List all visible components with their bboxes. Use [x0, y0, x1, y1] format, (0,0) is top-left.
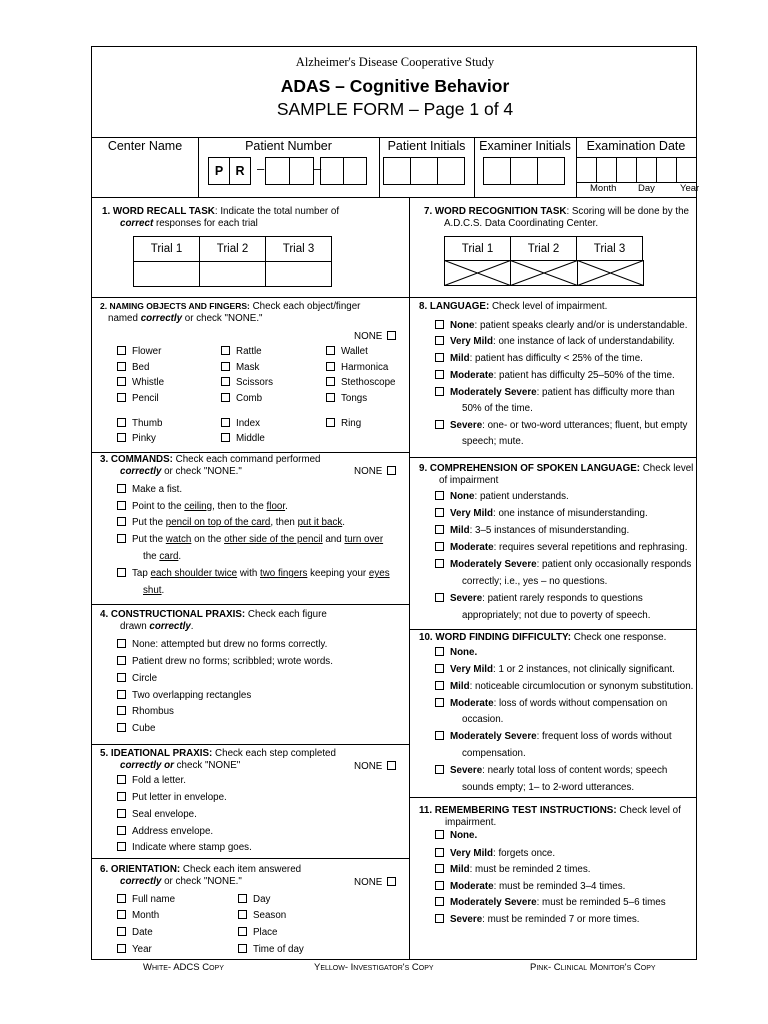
- checkbox[interactable]: [221, 433, 230, 442]
- s6-item[interactable]: Year: [117, 944, 152, 956]
- s3-none-option[interactable]: NONE: [354, 466, 396, 478]
- s11-option[interactable]: Mild: must be reminded 2 times.: [435, 864, 590, 876]
- s9-option-cont: appropriately; not due to poverty of speech.: [462, 610, 651, 621]
- checkbox[interactable]: [435, 864, 444, 873]
- checkbox[interactable]: [387, 877, 396, 886]
- section-divider: [409, 629, 696, 630]
- checkbox[interactable]: [117, 393, 126, 402]
- s1-trial-inputs[interactable]: [133, 261, 332, 287]
- checkbox[interactable]: [117, 775, 126, 784]
- footer-yellow-copy: Yellow- Investigator's Copy: [314, 962, 434, 973]
- checkbox[interactable]: [435, 593, 444, 602]
- s10-option[interactable]: Moderate: loss of words without compensation on: [435, 698, 667, 710]
- checkbox[interactable]: [435, 353, 444, 362]
- s2-item[interactable]: Pencil: [117, 393, 159, 405]
- checkbox[interactable]: [117, 944, 126, 953]
- s10-option[interactable]: Mild: noticeable circumlocution or synonym substitution.: [435, 681, 693, 693]
- checkbox[interactable]: [238, 894, 247, 903]
- patient-number-boxes-2[interactable]: [320, 157, 367, 185]
- prefix-r: R: [229, 157, 251, 185]
- s4-item[interactable]: Rhombus: [117, 706, 174, 718]
- checkbox[interactable]: [117, 706, 126, 715]
- examiner-initials-label: Examiner Initials: [479, 139, 571, 153]
- s11-option[interactable]: None.: [435, 830, 477, 842]
- s6-item[interactable]: Month: [117, 910, 159, 922]
- checkbox[interactable]: [326, 418, 335, 427]
- checkbox[interactable]: [387, 331, 396, 340]
- s6-item[interactable]: Time of day: [238, 944, 304, 956]
- s3-command[interactable]: Tap each shoulder twice with two fingers keeping your eyes: [117, 568, 390, 580]
- checkbox[interactable]: [238, 944, 247, 953]
- checkbox[interactable]: [326, 393, 335, 402]
- checkbox[interactable]: [117, 927, 126, 936]
- s8-option[interactable]: Severe: one- or two-word utterances; fluent, but empty: [435, 420, 687, 432]
- s10-option-cont: sounds empty; 1– to 2-word utterances.: [462, 782, 635, 793]
- s9-option[interactable]: Severe: patient rarely responds to questions: [435, 593, 643, 605]
- s8-instructions: 8. LANGUAGE: Check level of impairment.: [419, 301, 608, 312]
- s11-option[interactable]: Very Mild: forgets once.: [435, 848, 555, 860]
- s10-instructions: 10. WORD FINDING DIFFICULTY: Check one response.: [419, 632, 667, 643]
- center-name-label: Center Name: [107, 139, 183, 153]
- examiner-initials-field[interactable]: [483, 157, 565, 185]
- s11-option[interactable]: Moderately Severe: must be reminded 5–6 times: [435, 897, 666, 909]
- trial-score-box[interactable]: [199, 261, 266, 287]
- checkbox[interactable]: [238, 927, 247, 936]
- s5-item[interactable]: Seal envelope.: [117, 809, 197, 821]
- s3-command[interactable]: Put the watch on the other side of the pencil and turn over: [117, 534, 383, 546]
- s9-instructions: 9. COMPREHENSION OF SPOKEN LANGUAGE: Check level of impairment: [419, 463, 694, 486]
- checkbox[interactable]: [117, 656, 126, 665]
- checkbox[interactable]: [221, 377, 230, 386]
- digit-box[interactable]: [265, 157, 290, 185]
- s2-item[interactable]: Whistle: [117, 377, 164, 389]
- form-title: ADAS – Cognitive Behavior: [280, 76, 510, 96]
- date-box[interactable]: [656, 157, 677, 183]
- checkbox[interactable]: [326, 377, 335, 386]
- checkbox[interactable]: [117, 484, 126, 493]
- digit-box[interactable]: [343, 157, 367, 185]
- s7-crossed-boxes: [444, 260, 645, 287]
- s3-command[interactable]: Put the pencil on top of the card, then put it back.: [117, 517, 345, 529]
- checkbox[interactable]: [435, 848, 444, 857]
- checkbox[interactable]: [387, 466, 396, 475]
- checkbox[interactable]: [435, 698, 444, 707]
- s2-item[interactable]: Rattle: [221, 346, 262, 358]
- trial-header: Trial 2: [199, 236, 266, 262]
- s4-item[interactable]: None: attempted but drew no forms correctly.: [117, 639, 327, 651]
- s4-instructions: 4. CONSTRUCTIONAL PRAXIS: Check each figure drawn correctly.: [100, 609, 327, 632]
- s9-option[interactable]: Mild: 3–5 instances of misunderstanding.: [435, 525, 629, 537]
- checkbox[interactable]: [435, 387, 444, 396]
- s2-item[interactable]: Mask: [221, 362, 259, 374]
- checkbox[interactable]: [117, 723, 126, 732]
- s8-option[interactable]: Very Mild: one instance of lack of understandability.: [435, 336, 675, 348]
- section-divider: [409, 297, 696, 298]
- checkbox[interactable]: [117, 894, 126, 903]
- day-label: Day: [638, 183, 655, 194]
- checkbox[interactable]: [435, 525, 444, 534]
- s3-command[interactable]: Make a fist.: [117, 484, 182, 496]
- s2-instructions: 2. NAMING OBJECTS AND FINGERS: Check each object/finger named correctly or check "NONE.": [100, 301, 361, 324]
- checkbox[interactable]: [435, 881, 444, 890]
- patient-number-label: Patient Number: [245, 139, 332, 153]
- s2-item[interactable]: Scissors: [221, 377, 273, 389]
- s2-finger[interactable]: Index: [221, 418, 260, 430]
- s5-instructions: 5. IDEATIONAL PRAXIS: Check each step completed correctly or check "NONE": [100, 748, 336, 771]
- checkbox[interactable]: [326, 346, 335, 355]
- s11-option[interactable]: Severe: must be reminded 7 or more times.: [435, 914, 640, 926]
- checkbox[interactable]: [435, 491, 444, 500]
- s6-item[interactable]: Day: [238, 894, 270, 906]
- footer-white-copy: White- ADCS Copy: [143, 962, 224, 973]
- checkbox[interactable]: [117, 362, 126, 371]
- checkbox[interactable]: [117, 534, 126, 543]
- s11-instructions: 11. REMEMBERING TEST INSTRUCTIONS: Check level of impairment.: [419, 805, 681, 828]
- s8-option-cont: 50% of the time.: [462, 403, 533, 414]
- s3-instructions: 3. COMMANDS: Check each command performed correctly or check "NONE.": [100, 454, 321, 477]
- s4-item[interactable]: Two overlapping rectangles: [117, 690, 251, 702]
- patient-initials-label: Patient Initials: [387, 139, 466, 153]
- s4-item[interactable]: Cube: [117, 723, 155, 735]
- s7-instructions: 7. WORD RECOGNITION TASK: Scoring will be done by the A.D.C.S. Data Coordinating Center.: [424, 206, 689, 229]
- s8-option[interactable]: Moderate: patient has difficulty 25–50% of the time.: [435, 370, 675, 382]
- initial-box[interactable]: [537, 157, 565, 185]
- digit-box[interactable]: [320, 157, 344, 185]
- s9-option[interactable]: None: patient understands.: [435, 491, 569, 503]
- s3-command-cont: the card.: [143, 551, 182, 562]
- section-divider: [92, 604, 409, 605]
- s2-finger[interactable]: Middle: [221, 433, 265, 445]
- s1-instructions: 1. WORD RECALL TASK: Indicate the total number of correct responses for each trial: [102, 206, 340, 229]
- trial-score-box[interactable]: [133, 261, 200, 287]
- checkbox[interactable]: [221, 393, 230, 402]
- checkbox[interactable]: [435, 420, 444, 429]
- s10-option[interactable]: Severe: nearly total loss of content words; speech: [435, 765, 667, 777]
- s6-item[interactable]: Date: [117, 927, 153, 939]
- checkbox[interactable]: [117, 377, 126, 386]
- s10-option[interactable]: None.: [435, 647, 477, 659]
- s2-item[interactable]: Flower: [117, 346, 161, 358]
- checkbox[interactable]: [435, 542, 444, 551]
- checkbox[interactable]: [435, 336, 444, 345]
- study-name: Alzheimer's Disease Cooperative Study: [295, 55, 495, 69]
- checkbox[interactable]: [435, 647, 444, 656]
- checkbox[interactable]: [117, 568, 126, 577]
- checkbox[interactable]: [221, 418, 230, 427]
- s4-item[interactable]: Patient drew no forms; scribbled; wrote words.: [117, 656, 333, 668]
- trial-header: Trial 2: [510, 236, 577, 261]
- year-label: Year: [680, 183, 700, 194]
- checkbox[interactable]: [435, 320, 444, 329]
- s5-item[interactable]: Address envelope.: [117, 826, 213, 838]
- trial-score-box[interactable]: [265, 261, 332, 287]
- checkbox[interactable]: [435, 559, 444, 568]
- s2-item[interactable]: Stethoscope: [326, 377, 395, 389]
- s9-option-cont: correctly; i.e., yes – no questions.: [462, 576, 608, 587]
- date-box[interactable]: [636, 157, 657, 183]
- date-box[interactable]: [576, 157, 597, 183]
- checkbox[interactable]: [435, 897, 444, 906]
- examination-date-label: Examination Date: [586, 139, 686, 153]
- checkbox[interactable]: [221, 346, 230, 355]
- trial-header: Trial 1: [133, 236, 200, 262]
- patient-initials-field[interactable]: [383, 157, 465, 185]
- checkbox[interactable]: [387, 761, 396, 770]
- trial-header: Trial 3: [576, 236, 643, 261]
- checkbox[interactable]: [117, 842, 126, 851]
- s3-command[interactable]: Point to the ceiling, then to the floor.: [117, 501, 288, 513]
- s8-option[interactable]: None: patient speaks clearly and/or is understandable.: [435, 320, 687, 332]
- s2-item[interactable]: Harmonica: [326, 362, 388, 374]
- trial-header: Trial 1: [444, 236, 511, 261]
- footer-pink-copy: Pink- Clinical Monitor's Copy: [530, 962, 656, 973]
- initial-box[interactable]: [437, 157, 465, 185]
- s3-command-cont: shut.: [143, 585, 165, 596]
- s8-option-cont: speech; mute.: [462, 436, 524, 447]
- s10-option[interactable]: Moderately Severe: frequent loss of words without: [435, 731, 672, 743]
- section-divider: [92, 452, 409, 453]
- s2-none-option[interactable]: NONE: [354, 331, 396, 343]
- checkbox[interactable]: [117, 792, 126, 801]
- s5-none-option[interactable]: NONE: [354, 761, 396, 773]
- date-box[interactable]: [676, 157, 697, 183]
- s5-item[interactable]: Put letter in envelope.: [117, 792, 227, 804]
- s8-option[interactable]: Mild: patient has difficulty < 25% of the time.: [435, 353, 643, 365]
- dash: –: [257, 161, 265, 176]
- date-box[interactable]: [616, 157, 637, 183]
- s8-option[interactable]: Moderately Severe: patient has difficulty more than: [435, 387, 675, 399]
- date-box[interactable]: [596, 157, 617, 183]
- checkbox[interactable]: [435, 664, 444, 673]
- checkbox[interactable]: [117, 910, 126, 919]
- s5-item[interactable]: Fold a letter.: [117, 775, 186, 787]
- checkbox[interactable]: [117, 826, 126, 835]
- checkbox[interactable]: [117, 501, 126, 510]
- s2-item[interactable]: Wallet: [326, 346, 368, 358]
- s6-instructions: 6. ORIENTATION: Check each item answered correctly or check "NONE.": [100, 864, 302, 887]
- s2-item[interactable]: Comb: [221, 393, 262, 405]
- checkbox[interactable]: [435, 765, 444, 774]
- checkbox[interactable]: [117, 690, 126, 699]
- s9-option[interactable]: Moderately Severe: patient only occasionally responds: [435, 559, 691, 571]
- s6-none-option[interactable]: NONE: [354, 877, 396, 889]
- checkbox[interactable]: [117, 639, 126, 648]
- trial-header: Trial 3: [265, 236, 332, 262]
- dash: –: [314, 161, 322, 176]
- checkbox[interactable]: [117, 809, 126, 818]
- id-row-divider: [92, 197, 696, 198]
- initial-box[interactable]: [483, 157, 511, 185]
- section-divider: [92, 744, 409, 745]
- s9-option[interactable]: Moderate: requires several repetitions and rephrasing.: [435, 542, 687, 554]
- checkbox[interactable]: [435, 731, 444, 740]
- s6-item[interactable]: Full name: [117, 894, 175, 906]
- initial-box[interactable]: [410, 157, 438, 185]
- examination-date-field[interactable]: [576, 157, 697, 183]
- s6-item[interactable]: Place: [238, 927, 278, 939]
- checkbox[interactable]: [435, 370, 444, 379]
- digit-box[interactable]: [289, 157, 314, 185]
- header-divider: [92, 137, 696, 138]
- checkbox[interactable]: [435, 508, 444, 517]
- s7-trial-table: [444, 236, 643, 261]
- patient-number-boxes-1[interactable]: [265, 157, 314, 185]
- patient-number-field[interactable]: [208, 157, 251, 185]
- form-subtitle: SAMPLE FORM – Page 1 of 4: [276, 99, 514, 119]
- checkbox[interactable]: [435, 914, 444, 923]
- checkbox[interactable]: [117, 418, 126, 427]
- s2-item[interactable]: Bed: [117, 362, 149, 374]
- checkbox[interactable]: [326, 362, 335, 371]
- s2-item[interactable]: Tongs: [326, 393, 367, 405]
- s10-option-cont: occasion.: [462, 714, 504, 725]
- s2-finger[interactable]: Ring: [326, 418, 361, 430]
- s4-item[interactable]: Circle: [117, 673, 157, 685]
- checkbox[interactable]: [238, 910, 247, 919]
- prefix-p: P: [208, 157, 230, 185]
- checkbox[interactable]: [117, 433, 126, 442]
- s1-trial-table: [133, 236, 332, 262]
- section-divider: [92, 858, 409, 859]
- checkbox[interactable]: [117, 517, 126, 526]
- checkbox[interactable]: [117, 346, 126, 355]
- checkbox[interactable]: [435, 681, 444, 690]
- month-label: Month: [590, 183, 617, 194]
- checkbox[interactable]: [117, 673, 126, 682]
- initial-box[interactable]: [383, 157, 411, 185]
- s2-finger[interactable]: Pinky: [117, 433, 156, 445]
- initial-box[interactable]: [510, 157, 538, 185]
- s11-option[interactable]: Moderate: must be reminded 3–4 times.: [435, 881, 625, 893]
- checkbox[interactable]: [221, 362, 230, 371]
- section-divider: [409, 797, 696, 798]
- s10-option[interactable]: Very Mild: 1 or 2 instances, not clinically significant.: [435, 664, 675, 676]
- section-divider: [92, 297, 409, 298]
- s2-finger[interactable]: Thumb: [117, 418, 163, 430]
- s9-option[interactable]: Very Mild: one instance of misunderstanding.: [435, 508, 648, 520]
- s6-item[interactable]: Season: [238, 910, 286, 922]
- checkbox[interactable]: [435, 830, 444, 839]
- section-divider: [409, 457, 696, 458]
- s5-item[interactable]: Indicate where stamp goes.: [117, 842, 252, 854]
- s10-option-cont: compensation.: [462, 748, 526, 759]
